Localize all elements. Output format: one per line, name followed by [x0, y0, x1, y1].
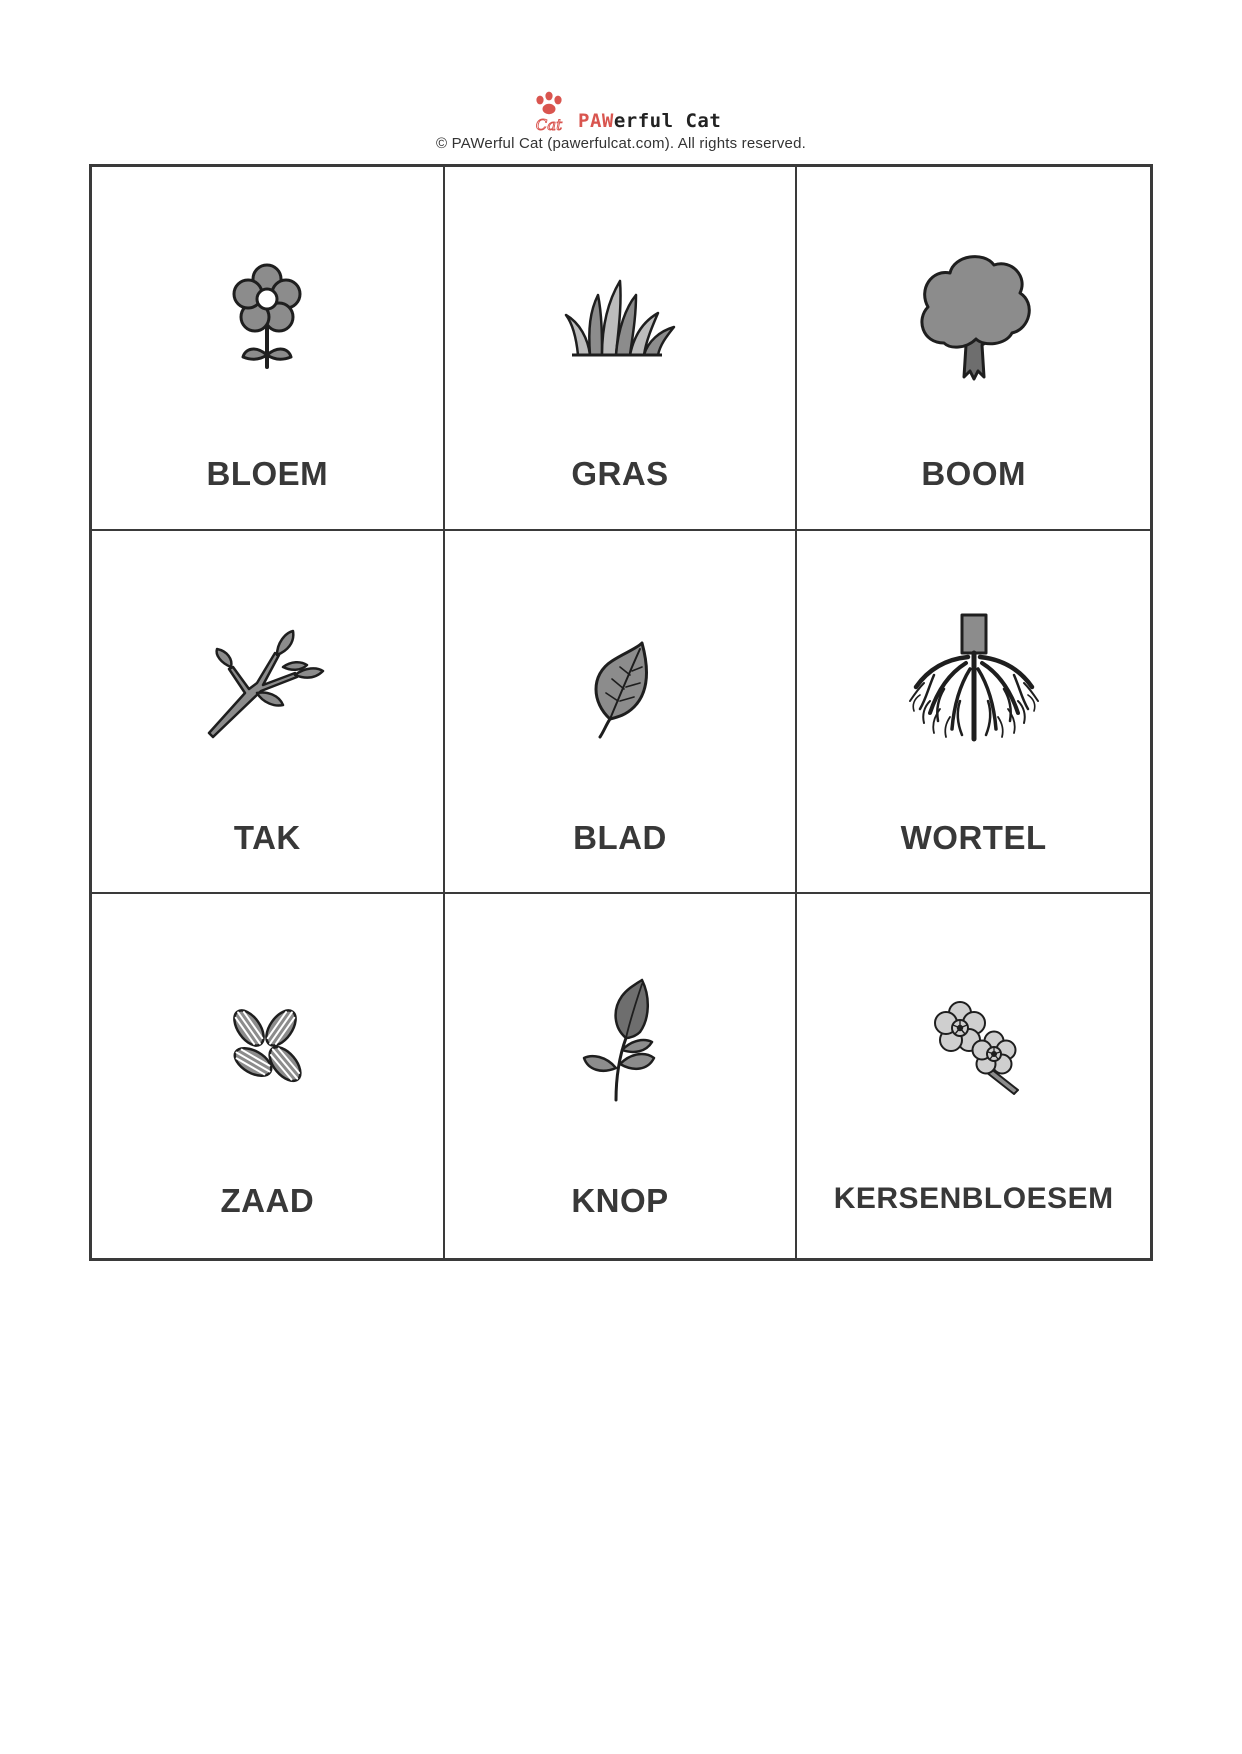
- bud-icon: [550, 972, 690, 1112]
- card-blad: [445, 531, 798, 895]
- brand-name: [578, 110, 721, 132]
- copyright-notice: © PAWerful Cat (pawerfulcat.com). All rights reserved.: [435, 135, 807, 152]
- card-label: GRAS: [571, 455, 669, 492]
- paw-icon: [528, 90, 572, 134]
- card-label: BOOM: [921, 455, 1026, 492]
- logo-mark-text: Cat: [535, 116, 563, 134]
- leaf-icon: [550, 609, 690, 749]
- card-boom: [797, 167, 1150, 531]
- card-label: BLAD: [573, 818, 667, 856]
- card-tak: [92, 531, 445, 895]
- card-zaad: [92, 894, 445, 1258]
- grass-icon: [550, 245, 690, 385]
- card-wortel: [797, 531, 1150, 895]
- card-label: WORTEL: [900, 818, 1047, 856]
- tree-icon: [904, 245, 1044, 385]
- card-kersenbloesem: [797, 894, 1150, 1258]
- card-label: BLOEM: [206, 455, 329, 492]
- flashcard-grid: [89, 164, 1153, 1261]
- card-label: KNOP: [571, 1182, 669, 1220]
- cherry-blossom-icon: [904, 972, 1044, 1112]
- card-bloem: [92, 167, 445, 531]
- roots-icon: [904, 609, 1044, 749]
- seeds-icon: [197, 972, 337, 1112]
- brand-name-rest: erful Cat: [613, 110, 722, 132]
- card-label: KERSENBLOESEM: [833, 1182, 1114, 1216]
- flower-icon: [197, 245, 337, 385]
- brand-name-accent: PAW: [578, 110, 614, 132]
- page-header: [0, 86, 1242, 156]
- card-label: TAK: [233, 818, 301, 856]
- card-label: ZAAD: [220, 1182, 315, 1220]
- branch-icon: [197, 609, 337, 749]
- card-gras: [445, 167, 798, 531]
- brand-logo: [528, 86, 721, 134]
- card-knop: [445, 894, 798, 1258]
